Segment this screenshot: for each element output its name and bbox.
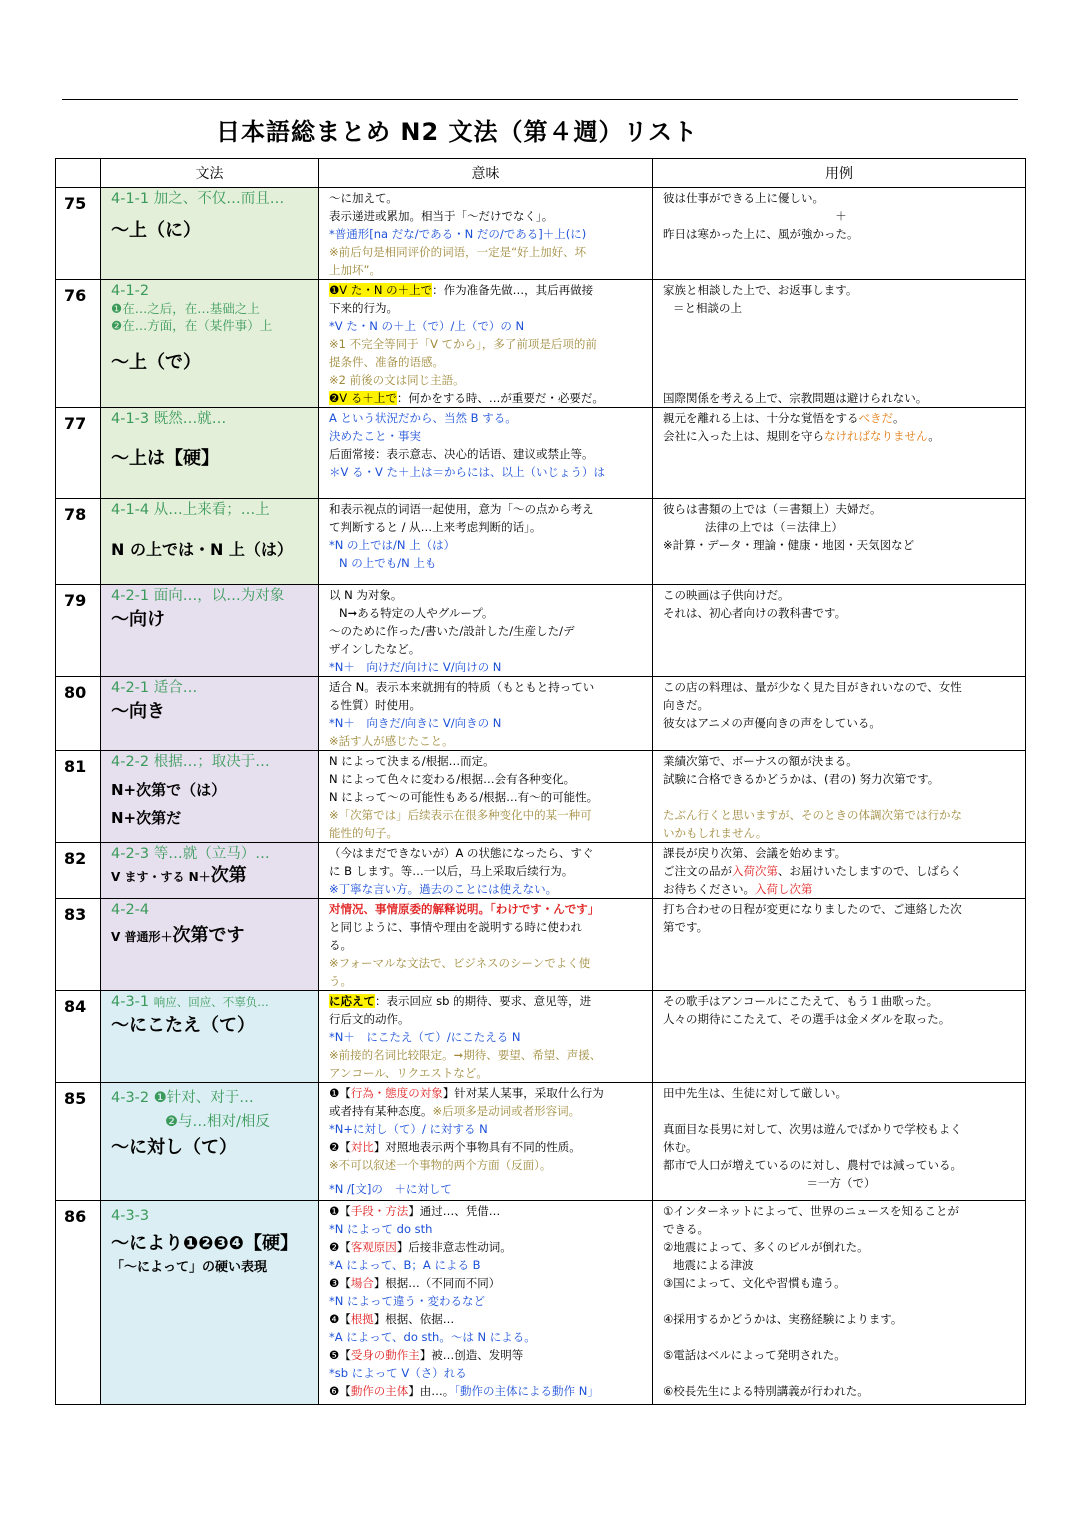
grammar-code: 4-1-3 既然…就…: [111, 411, 227, 427]
meaning-line: ※前接的名词比较限定。➞期待、要望、希望、声援、: [329, 1048, 602, 1062]
grammar-note: 「～によって」の硬い表現: [111, 1260, 268, 1275]
meaning-line: [329, 1238, 646, 1256]
meaning-line: ザインしたなど。: [329, 642, 421, 656]
example-text: 。: [928, 429, 940, 443]
example-text: 会社に入った上は、規則を守ら: [663, 429, 824, 443]
grammar-cell: [101, 499, 319, 585]
grammar-code: 4-1-1 加之、不仅…而且…: [111, 191, 285, 207]
example-line: ③国によって、文化や習慣も違う。: [663, 1276, 846, 1290]
example-line: 人々の期待にこたえて、その選手は金メダルを取った。: [663, 1012, 951, 1026]
grammar-code-gloss: 响应、回应、不辜负…: [153, 995, 269, 1009]
meaning-line: [329, 389, 646, 407]
grammar-cell: [101, 899, 319, 991]
highlight: に応えて: [329, 994, 375, 1008]
pattern-main: 次第: [210, 865, 247, 886]
meaning-line: *A によって、do sth。～は N による。: [329, 1330, 536, 1344]
example-line: 彼は仕事ができる上に優しい。: [663, 191, 824, 205]
table-row: [56, 188, 1026, 280]
example-line: 第です。: [663, 920, 709, 934]
grammar-cell: [101, 585, 319, 677]
meaning-line: ＊V る・V た＋上は＝からには、以上（いじょう）は: [329, 465, 606, 479]
meaning-line: ※「次第では」后续表示在很多种变化中的某一种可: [329, 808, 592, 822]
meaning-text: ❷【: [329, 1240, 351, 1254]
grammar-code: 4-2-2 根据…；取决于…: [111, 754, 270, 770]
meaning-line: [329, 1382, 646, 1400]
grammar-pattern: ～上（に）: [111, 220, 201, 241]
meaning-text: 】后接非意志性动词。: [396, 1240, 512, 1254]
example-line: 休む。: [663, 1140, 698, 1154]
meaning-cell: [319, 677, 653, 751]
highlight: ❷V る＋上で: [329, 391, 397, 405]
grammar-code: 4-3-2 ❶针对、对于…: [111, 1090, 254, 1106]
table-row: [56, 899, 1026, 991]
meaning-cell: [319, 188, 653, 280]
emphasis-text: 対比: [350, 1140, 374, 1154]
emphasis-text: 客观原因: [350, 1240, 397, 1254]
meaning-text: ❶【: [329, 1086, 351, 1100]
example-line: その歌手はアンコールにこたえて、もう１曲歌った。: [663, 994, 939, 1008]
example-cell: [653, 499, 1026, 585]
example-line: 彼らは書類の上では（＝書類上）夫婦だ。: [663, 502, 882, 516]
meaning-text: ❺【: [329, 1348, 351, 1362]
row-number: 79: [56, 585, 101, 677]
example-line: 打ち合わせの日程が変更になりましたので、ご連絡した次: [663, 902, 962, 916]
example-line: この映画は子供向けだ。: [663, 588, 790, 602]
meaning-cell: [319, 280, 653, 408]
row-number: 80: [56, 677, 101, 751]
emphasis-text: べきだ: [858, 411, 893, 425]
example-line: 真面目な長男に対して、次男は遊んでばかりで学校もよく: [663, 1122, 962, 1136]
table-row: [56, 499, 1026, 585]
example-line: 向きだ。: [663, 698, 709, 712]
grammar-cell: [101, 280, 319, 408]
example-cell: [653, 188, 1026, 280]
meaning-line: ※丁寧な言い方。過去のことには使えない。: [329, 882, 558, 896]
grammar-pattern: [111, 925, 312, 948]
grammar-pattern: ～上（で）: [111, 352, 201, 373]
example-line: 彼女はアニメの声優向きの声をしている。: [663, 716, 881, 730]
grammar-pattern: ～に対し（て）: [111, 1137, 237, 1158]
meaning-line: る性質）时使用。: [329, 698, 421, 712]
emphasis-text: 入荷次第: [732, 864, 778, 878]
meaning-line: 适合 N。表示本来就拥有的特质（もともと持ってい: [329, 680, 595, 694]
meaning-line: N➞ある特定の人やグループ。: [339, 606, 494, 620]
row-number: 78: [56, 499, 101, 585]
meaning-line: と同じように、事情や理由を説明する時に使われ: [329, 920, 582, 934]
meaning-line: ※フォーマルな文法で、ビジネスのシーンでよく使: [329, 956, 591, 970]
meaning-line: て判断すると / 从…上来考虑判断的话」。: [329, 520, 542, 534]
emphasis-text: なければなりません: [824, 429, 929, 443]
emphasis-text: 行為・態度の対象: [350, 1086, 443, 1100]
grammar-code: 4-2-1 面向…，以…为对象: [111, 588, 285, 604]
meaning-cell: [319, 408, 653, 499]
grammar-pattern: ～上は【硬】: [111, 448, 219, 469]
emphasis-text: 根拠: [350, 1312, 374, 1326]
example-text: 、お届けいたしますので、しばらく: [778, 864, 962, 878]
meaning-line: に B します。等…一以后，马上采取后续行为。: [329, 864, 574, 878]
grammar-pattern: ～向き: [111, 701, 165, 722]
meaning-text: 】根据…（不同而不同）: [373, 1276, 501, 1290]
meaning-line: N によって決まる/根据…而定。: [329, 754, 495, 768]
meaning-line: ※2 前後の文は同じ主語。: [329, 373, 465, 387]
meaning-line: [329, 1102, 646, 1120]
meaning-line: *N によって違う・変わるなど: [329, 1294, 486, 1308]
example-line: 田中先生は、生徒に対して厳しい。: [663, 1086, 847, 1100]
meaning-line: （今はまだできないが）A の状態になったら、すぐ: [329, 846, 594, 860]
example-line: [663, 427, 1019, 445]
grammar-pattern: ～により❶❷❸❹【硬】: [111, 1233, 298, 1254]
meaning-line: *N によって do sth: [329, 1222, 433, 1236]
example-cell: [653, 677, 1026, 751]
row-number: 81: [56, 751, 101, 843]
pattern-prefix: V 普通形＋: [111, 930, 173, 944]
highlight: ❶V た・N の＋上で: [329, 283, 433, 297]
example-text: ご注文の品が: [663, 864, 732, 878]
example-line: ＋: [835, 209, 847, 223]
grammar-sub: ❷在…方面，在（某件事）上: [111, 318, 273, 333]
example-line: ⑤電話はベルによって発明された。: [663, 1348, 846, 1362]
header-num: [56, 159, 101, 188]
meaning-line: N によって色々に変わる/根据…会有各种变化。: [329, 772, 576, 786]
meaning-line: 和表示视点的词语一起使用，意为「～の点から考え: [329, 502, 594, 516]
grammar-pattern: N+次第で（は）: [111, 781, 227, 799]
meaning-line: 下来的行为。: [329, 301, 398, 315]
table-row: [56, 408, 1026, 499]
meaning-cell: [319, 991, 653, 1083]
example-cell: [653, 899, 1026, 991]
meaning-line: 以 N 为对象。: [329, 588, 403, 602]
meaning-line: [329, 1310, 646, 1328]
meaning-line: る。: [329, 938, 352, 952]
meaning-line: 行后文的动作。: [329, 1012, 410, 1026]
meaning-line: 提条件、准备的语感。: [329, 355, 444, 369]
example-line: この店の料理は、量が少なく見た目がきれいなので、女性: [663, 680, 962, 694]
meaning-text: 「動作の主体による動作 N」: [454, 1384, 599, 1398]
example-line: [663, 409, 1019, 427]
table-row: [56, 1083, 1026, 1201]
table-row: [56, 751, 1026, 843]
meaning-text: ❶【: [329, 1204, 351, 1218]
meaning-line: N によって～の可能性もある/根据…有～的可能性。: [329, 790, 599, 804]
row-number: 85: [56, 1083, 101, 1201]
meaning-line: *N の上では/N 上（は）: [329, 538, 456, 552]
page-title: 日本語総まとめ N2 文法（第４週）リスト: [216, 118, 699, 146]
meaning-line: *N+に対し（て）/ に対する N: [329, 1122, 488, 1136]
meaning-text: ：作为准备先做…，其后再做接: [432, 283, 594, 297]
meaning-line: 表示递进或累加。相当于「～だけでなく」。: [329, 209, 554, 223]
meaning-line: [329, 1274, 646, 1292]
example-cell: [653, 1083, 1026, 1201]
meaning-text: 】通过…、凭借…: [408, 1204, 501, 1218]
meaning-line: [329, 281, 646, 299]
example-line: ①インターネットによって、世界のニュースを知ることが: [663, 1204, 959, 1218]
example-line: それは、初心者向けの教科書です。: [663, 606, 847, 620]
row-number: 86: [56, 1201, 101, 1405]
grammar-code: 4-2-4: [111, 902, 150, 918]
example-line: 都市で人口が増えているのに対し、農村では減っている。: [663, 1158, 962, 1172]
meaning-line: ※1 不完全等同于「V てから」，多了前项是后项的前: [329, 337, 597, 351]
meaning-line: [329, 900, 646, 918]
example-cell: [653, 843, 1026, 899]
example-text: 。: [893, 411, 905, 425]
meaning-cell: [319, 751, 653, 843]
emphasis-text: 手段・方法: [350, 1204, 409, 1218]
grammar-pattern: N の上では・N 上（は）: [111, 540, 293, 559]
grammar-cell: [101, 677, 319, 751]
table-row: [56, 843, 1026, 899]
grammar-cell: [101, 843, 319, 899]
grammar-cell: [101, 188, 319, 280]
meaning-line: [329, 1084, 646, 1102]
header-grammar: 文法: [101, 159, 319, 188]
grammar-code: 4-1-2: [111, 283, 150, 299]
top-rule: [62, 99, 1018, 100]
example-line: ※計算・データ・理論・健康・地図・天気図など: [663, 538, 915, 552]
grammar-code: 4-3-3: [111, 1208, 150, 1224]
pattern-prefix: V ます・する N＋: [111, 870, 211, 884]
emphasis-text: 動作の主体: [350, 1384, 409, 1398]
meaning-text: ❻【: [329, 1384, 351, 1398]
example-line: 試験に合格できるかどうかは、(君の) 努力次第です。: [663, 772, 940, 786]
grammar-cell: [101, 991, 319, 1083]
meaning-text: 】针对某人某事，采取什么行为: [442, 1086, 604, 1100]
emphasis-text: 場合: [350, 1276, 374, 1290]
example-line: ＝と相談の上: [673, 301, 742, 315]
grammar-cell: [101, 1083, 319, 1201]
emphasis-text: 对情况、事情原委的解释说明。: [329, 902, 490, 916]
meaning-line: [329, 992, 646, 1010]
grammar-pattern: [111, 865, 312, 888]
example-cell: [653, 408, 1026, 499]
row-number: 84: [56, 991, 101, 1083]
example-line: 法律の上では（＝法律上）: [705, 520, 843, 534]
example-cell: [653, 280, 1026, 408]
example-text: お待ちください。: [663, 882, 755, 896]
meaning-line: [329, 1138, 646, 1156]
header-meaning: 意味: [319, 159, 653, 188]
example-line: 昨日は寒かった上に、風が強かった。: [663, 227, 859, 241]
meaning-line: 能性的句子。: [329, 826, 398, 840]
example-line: 業績次第で、ボーナスの額が決まる。: [663, 754, 858, 768]
grammar-sub: ❶在…之后，在…基础之上: [111, 301, 260, 316]
meaning-cell: [319, 899, 653, 991]
meaning-line: [329, 1202, 646, 1220]
meaning-line: ～のために作った/書いた/設計した/生産した/デ: [329, 624, 575, 638]
table-row: [56, 280, 1026, 408]
grammar-cell: [101, 751, 319, 843]
meaning-line: *V た・N の＋上（で）/上（で）の N: [329, 319, 525, 333]
grammar-code: 4-1-4 从…上来看；…上: [111, 502, 270, 518]
row-number: 75: [56, 188, 101, 280]
grammar-code: 4-2-1 适合…: [111, 680, 198, 696]
example-cell: [653, 751, 1026, 843]
pattern-main: 次第です: [172, 925, 245, 946]
example-line: 国際関係を考える上で、宗教問題は避けられない。: [663, 391, 928, 405]
example-line: 地震による津波: [673, 1258, 754, 1272]
meaning-text: 】根据、依据…: [373, 1312, 455, 1326]
meaning-cell: [319, 843, 653, 899]
meaning-line: A という状況だから、当然 B する。: [329, 411, 517, 425]
example-line: 家族と相談した上で、お返事します。: [663, 283, 858, 297]
row-number: 82: [56, 843, 101, 899]
grammar-pattern: ～にこたえ（て）: [111, 1015, 255, 1036]
meaning-line: ※前后句是相同评价的词语，一定是“好上加好、坏: [329, 245, 587, 259]
row-number: 76: [56, 280, 101, 408]
table-header-row: [56, 159, 1026, 188]
emphasis-text: 入荷し次第: [755, 882, 813, 896]
example-cell: [653, 991, 1026, 1083]
meaning-cell: [319, 585, 653, 677]
grammar-code-num: 4-3-1: [111, 994, 150, 1010]
meaning-line: *N＋ 向けだ/向けに V/向けの N: [329, 660, 502, 674]
meaning-line: ※話す人が感じたこと。: [329, 734, 454, 748]
row-number: 83: [56, 899, 101, 991]
row-number: 77: [56, 408, 101, 499]
meaning-text: 或者持有某种态度。: [329, 1104, 433, 1118]
meaning-line: *N＋ 向きだ/向きに V/向きの N: [329, 716, 502, 730]
table-row: [56, 1201, 1026, 1405]
meaning-text: 】被…创造、发明等: [419, 1348, 524, 1362]
example-line: いかもしれません。: [663, 826, 768, 840]
meaning-text: ❸【: [329, 1276, 351, 1290]
example-line: ＝一方（で）: [806, 1176, 876, 1190]
grammar-cell: [101, 1201, 319, 1405]
table-row: [56, 677, 1026, 751]
meaning-text: 】由…。: [408, 1384, 455, 1398]
meaning-line: *普通形[na だな/である・N だの/である]＋上(に): [329, 227, 587, 241]
meaning-line: N の上でも/N 上も: [339, 556, 437, 570]
meaning-line: *N＋ にこたえ（て）/にこたえる N: [329, 1030, 521, 1044]
example-line: ②地震によって、多くのビルが倒れた。: [663, 1240, 869, 1254]
meaning-line: *A によって、B；A による B: [329, 1258, 481, 1272]
example-text: 親元を離れる上は、十分な覚悟をする: [663, 411, 859, 425]
meaning-line: 上加坏”。: [329, 263, 381, 277]
meaning-line: ※不可以叙述一个事物的两个方面（反面）。: [329, 1158, 552, 1172]
example-line: [663, 880, 1019, 898]
emphasis-text: 受身の動作主: [350, 1348, 420, 1362]
meaning-line: *N /[文]の ＋に対して: [329, 1182, 452, 1196]
meaning-cell: [319, 1201, 653, 1405]
example-line: たぶん行くと思いますが、そのときの体調次第では行かな: [663, 808, 962, 822]
meaning-text: ：何かをする時、…が重要だ・必要だ。: [396, 391, 604, 405]
meaning-cell: [319, 1083, 653, 1201]
grammar-table: [55, 158, 1026, 1405]
example-line: ④採用するかどうかは、実務経験によります。: [663, 1312, 903, 1326]
example-line: ⑥校長先生による特別講義が行われた。: [663, 1384, 869, 1398]
table-row: [56, 585, 1026, 677]
grammar-pattern: ～向け: [111, 609, 165, 630]
grammar-code: [111, 993, 312, 1011]
example-cell: [653, 585, 1026, 677]
meaning-text: 】对照地表示两个事物具有不同的性质。: [373, 1140, 581, 1154]
example-line: [663, 862, 1019, 880]
meaning-text: ❷【: [329, 1140, 351, 1154]
emphasis-text: 「わけです・んです」: [490, 902, 600, 916]
note-text: ※后项多是动词或者形容词。: [432, 1104, 581, 1118]
meaning-line: *sb によって V（さ）れる: [329, 1366, 467, 1380]
meaning-line: 后面常接：表示意志、决心的话语、建议或禁止等。: [329, 447, 594, 461]
meaning-text: ❹【: [329, 1312, 351, 1326]
header-example: 用例: [653, 159, 1026, 188]
meaning-line: [329, 1346, 646, 1364]
example-line: できる。: [663, 1222, 709, 1236]
meaning-line: ～に加えて。: [329, 191, 398, 205]
example-line: 課長が戻り次第、会議を始めます。: [663, 846, 847, 860]
meaning-line: う。: [329, 974, 352, 988]
meaning-line: 決めたこと・事実: [329, 429, 421, 443]
grammar-pattern-2: N+次第だ: [111, 809, 182, 827]
grammar-cell: [101, 408, 319, 499]
meaning-line: アンコール、リクエストなど。: [329, 1066, 488, 1080]
grammar-code-2: ❷与…相对/相反: [165, 1114, 270, 1130]
table-row: [56, 991, 1026, 1083]
grammar-code: 4-2-3 等…就（立马）…: [111, 846, 270, 862]
meaning-cell: [319, 499, 653, 585]
meaning-text: ：表示回应 sb 的期待、要求、意见等，进: [375, 994, 592, 1008]
example-cell: [653, 1201, 1026, 1405]
